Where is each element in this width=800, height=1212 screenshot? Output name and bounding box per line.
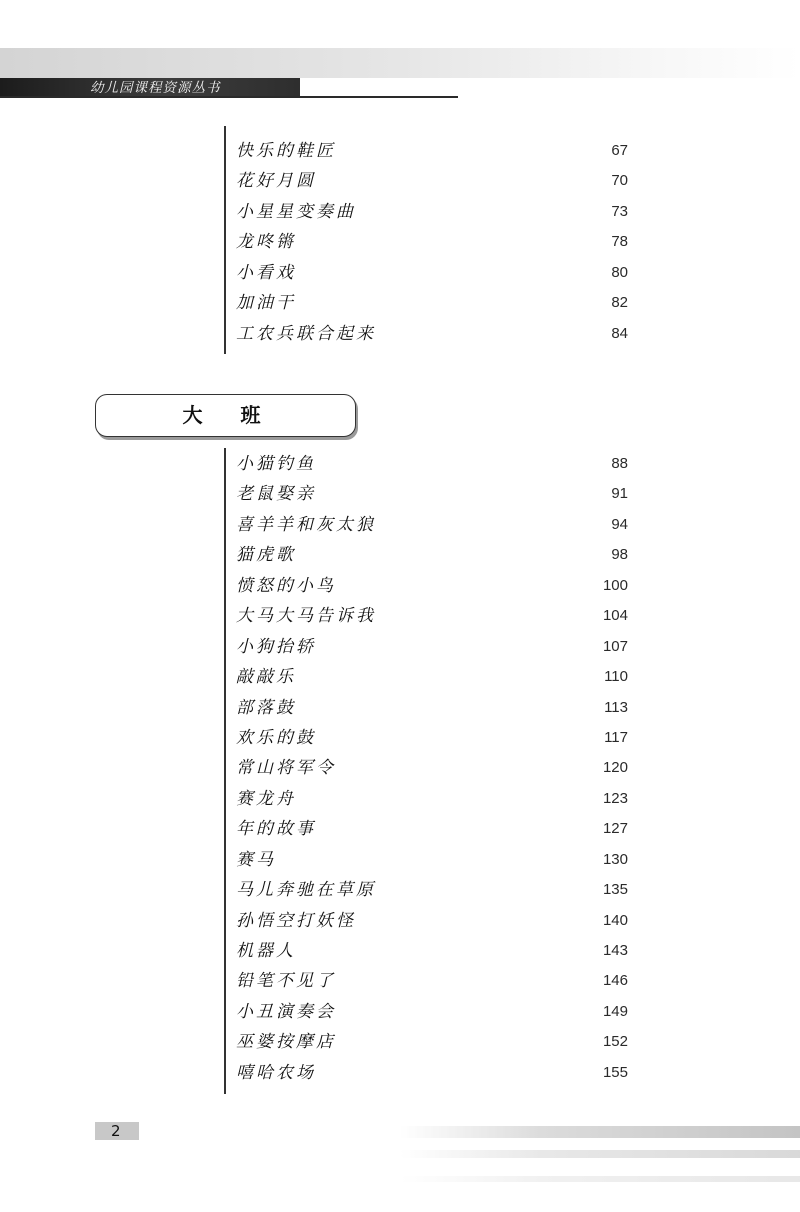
footer-band	[400, 1126, 800, 1138]
toc-entry-title: 小狗抬轿	[236, 636, 316, 657]
toc-entry	[236, 1027, 628, 1057]
toc-entry-page: 82	[611, 294, 628, 312]
toc-entry-title: 孙悟空打妖怪	[236, 910, 356, 931]
series-title: 幼儿园课程资源丛书	[90, 80, 221, 96]
toc-entry	[236, 288, 628, 318]
toc-entry	[236, 601, 628, 631]
section-heading: 大班	[182, 403, 299, 427]
toc-entry	[236, 510, 628, 540]
section-heading-box	[95, 394, 356, 437]
toc-entry-title: 敲敲乐	[236, 667, 296, 688]
toc-entry-page: 98	[611, 546, 628, 564]
toc-entry	[236, 723, 628, 753]
toc-entry-title: 花好月圆	[236, 171, 316, 192]
toc-entry	[236, 936, 628, 966]
toc-entry	[236, 784, 628, 814]
toc-entry-page: 143	[602, 942, 628, 959]
toc-entry	[236, 449, 628, 479]
toc-divider-line	[224, 448, 226, 1094]
toc-entry-title: 赛马	[236, 849, 276, 870]
toc-entry	[236, 997, 628, 1027]
toc-entry-title: 快乐的鞋匠	[236, 141, 336, 161]
page-number: 2	[95, 1122, 139, 1140]
toc-entry-page: 152	[602, 1033, 628, 1051]
toc-entry-title: 马儿奔驰在草原	[236, 880, 376, 901]
toc-entry-title: 机器人	[236, 941, 296, 961]
toc-entry	[236, 227, 628, 257]
toc-entry-title: 常山将军令	[236, 758, 336, 779]
toc-entry-page: 104	[602, 607, 628, 625]
toc-entry-title: 赛龙舟	[236, 788, 296, 809]
toc-entry	[236, 875, 628, 905]
toc-entry-title: 年的故事	[236, 819, 316, 840]
toc-entry-title: 龙咚锵	[236, 232, 296, 253]
toc-entry-page: 146	[602, 972, 628, 990]
toc-entry-title: 猫虎歌	[236, 545, 296, 566]
toc-entry-page: 94	[611, 515, 628, 533]
toc-list-section	[236, 449, 628, 1088]
toc-list-continued	[236, 136, 628, 349]
toc-entry-title: 小丑演奏会	[236, 1001, 336, 1022]
toc-entry-page: 70	[611, 172, 628, 190]
toc-entry	[236, 906, 628, 936]
header-band	[0, 48, 800, 78]
toc-entry-page: 123	[602, 789, 628, 807]
toc-entry-page: 107	[602, 637, 628, 655]
header-rule	[0, 96, 458, 98]
toc-entry-page: 117	[604, 728, 628, 746]
toc-entry	[236, 197, 628, 227]
toc-entry-page: 120	[602, 759, 628, 777]
toc-entry-title: 老鼠娶亲	[236, 484, 316, 505]
toc-entry-page: 140	[602, 911, 628, 929]
toc-entry-page: 88	[611, 455, 628, 472]
toc-entry-page: 113	[604, 698, 628, 716]
toc-entry-title: 部落鼓	[236, 697, 296, 718]
toc-entry	[236, 966, 628, 996]
toc-entry-title: 嘻哈农场	[236, 1062, 316, 1083]
toc-entry-title: 小猫钓鱼	[236, 454, 316, 474]
toc-entry-title: 小看戏	[236, 262, 296, 283]
toc-entry-page: 149	[602, 1002, 628, 1020]
toc-entry	[236, 540, 628, 570]
toc-entry-page: 100	[602, 576, 628, 594]
toc-entry	[236, 136, 628, 166]
toc-entry-page: 84	[611, 324, 628, 342]
footer-band	[400, 1150, 800, 1158]
toc-entry-page: 80	[611, 263, 628, 281]
toc-entry-page: 73	[611, 202, 628, 220]
toc-entry-title: 铅笔不见了	[236, 971, 336, 992]
toc-entry	[236, 753, 628, 783]
toc-divider-line	[224, 126, 226, 354]
footer-band	[400, 1176, 800, 1182]
toc-entry	[236, 479, 628, 509]
toc-entry-page: 91	[611, 485, 628, 503]
toc-entry-page: 130	[602, 850, 628, 868]
toc-entry-title: 工农兵联合起来	[236, 323, 376, 344]
toc-entry-title: 小星星变奏曲	[236, 201, 356, 222]
toc-entry	[236, 693, 628, 723]
toc-entry	[236, 571, 628, 601]
toc-entry-title: 欢乐的鼓	[236, 727, 316, 748]
toc-entry-page: 127	[602, 820, 628, 838]
toc-entry	[236, 814, 628, 844]
toc-entry	[236, 662, 628, 692]
toc-entry-page: 67	[611, 142, 628, 159]
toc-entry-title: 愤怒的小鸟	[236, 575, 336, 596]
toc-entry-page: 135	[602, 881, 628, 899]
toc-entry	[236, 258, 628, 288]
toc-entry	[236, 166, 628, 196]
toc-entry-title: 加油干	[236, 293, 296, 314]
toc-entry	[236, 319, 628, 349]
toc-entry	[236, 632, 628, 662]
toc-entry	[236, 1058, 628, 1088]
toc-entry-title: 大马大马告诉我	[236, 606, 376, 627]
toc-entry-title: 巫婆按摩店	[236, 1032, 336, 1053]
toc-entry	[236, 845, 628, 875]
toc-entry-page: 110	[604, 668, 628, 686]
toc-entry-page: 78	[611, 233, 628, 251]
toc-entry-title: 喜羊羊和灰太狼	[236, 514, 376, 535]
toc-entry-page: 155	[602, 1063, 628, 1081]
